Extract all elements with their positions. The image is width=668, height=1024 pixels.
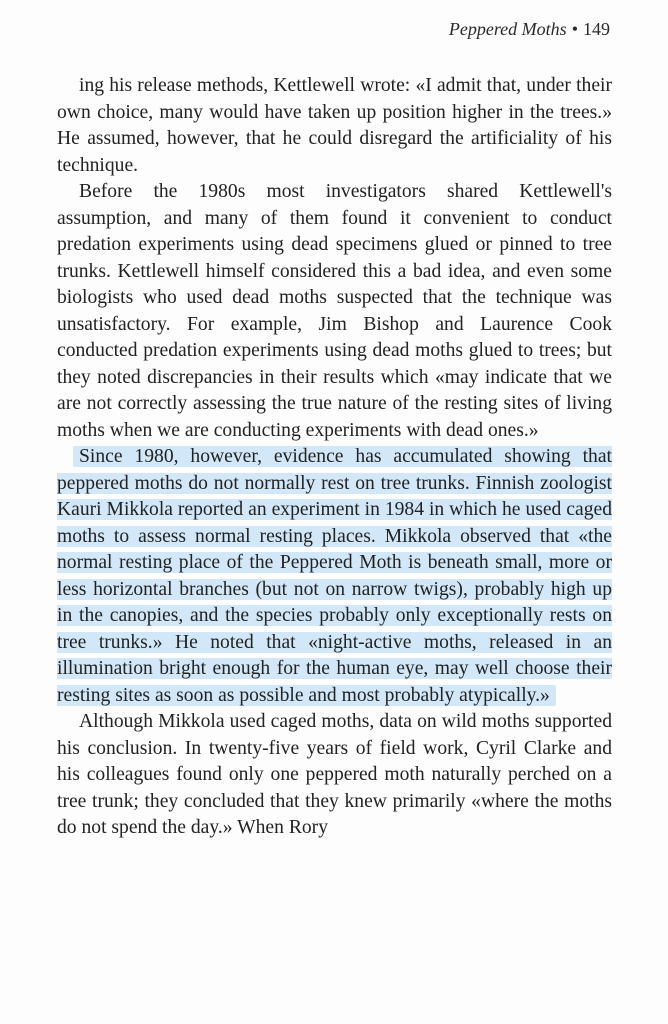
chapter-title: Peppered Moths bbox=[448, 19, 567, 39]
running-header bbox=[449, 19, 610, 40]
page-number: 149 bbox=[583, 19, 610, 39]
text-highlight[interactable]: Since 1980, however, evidence has accumulated showing that peppered moths do not normally rest on tree trunks. Finnish zoologist Kauri Mikkola reported an experiment in 1984 in which he used caged moths to assess normal resting places. Mikkola observed that «the normal resting place of the Peppered Moth is beneath small, more or less horizontal branches (but not on narrow twigs), probably high up in the canopies, and the species probably only exceptionally rests on tree trunks.» He noted that «night-active moths, released in an illumination bright enough for the human eye, may well choose their resting sites as soon as possible and most probably atypically.» bbox=[57, 446, 612, 706]
header-separator: • bbox=[571, 19, 578, 39]
paragraph-continued: ing his release methods, Kettlewell wrote: «I admit that, under their own choice, many would have taken up position higher in the trees.» He assumed, however, that he could disregard the artificiality of his technique. bbox=[57, 75, 612, 176]
paragraph-field-data: Although Mikkola used caged moths, data on wild moths supported his conclusion. In twenty-five years of field work, Cyril Clarke and his colleagues found only one peppered moth naturally perched on a tree trunk; they concluded that they knew primarily «where the moths do not spend the day.» When Rory bbox=[57, 711, 612, 838]
body-text bbox=[57, 73, 612, 842]
paragraph-highlighted[interactable] bbox=[57, 444, 612, 709]
paragraph-dead-moths: Before the 1980s most investigators shared Kettlewell's assumption, and many of them found it convenient to conduct predation experiments using dead specimens glued or pinned to tree trunks. Kettlewell himself considered this a bad idea, and even some biologists who used dead moths suspected that the technique was unsatisfactory. For example, Jim Bishop and Laurence Cook conducted predation experiments using dead moths glued to trees; but they noted discrepancies in their results which «may indicate that we are not correctly assessing the true nature of the resting sites of living moths when we are conducting experiments with dead ones.» bbox=[57, 181, 612, 441]
